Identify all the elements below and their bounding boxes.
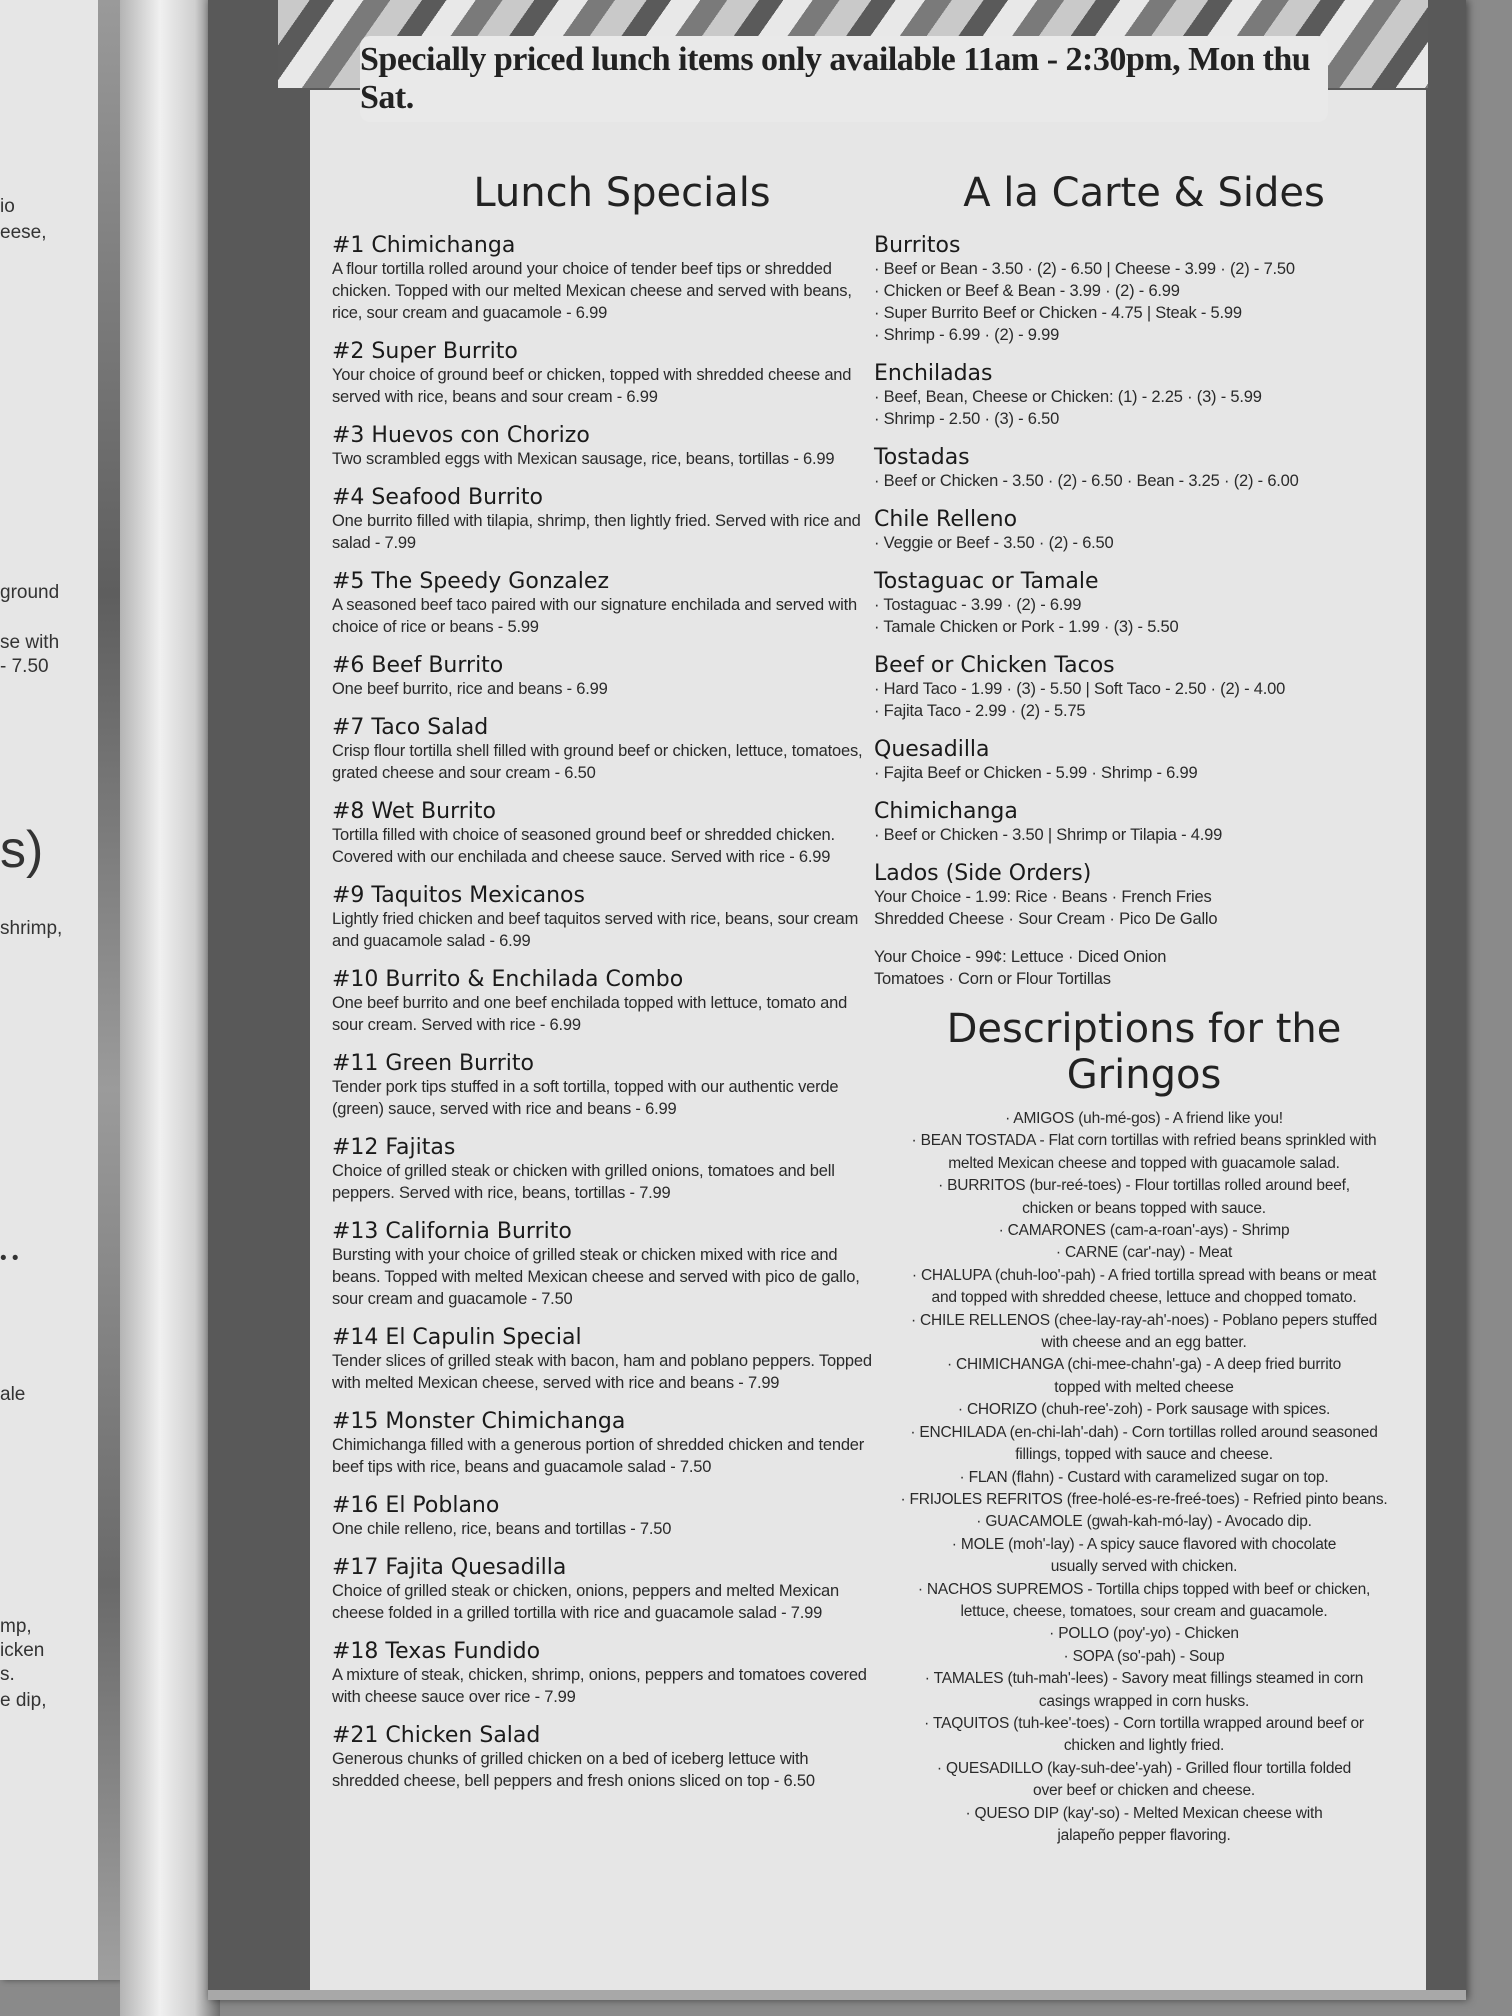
lunch-special-item [332,654,872,700]
previous-page-text-fragment: s. [0,1664,15,1685]
glossary-line: over beef or chicken and cheese. [1033,1782,1255,1800]
lunch-special-name: #14 El Capulin Special [332,1325,582,1350]
glossary-line: · GUACAMOLE (gwah-kah-mó-lay) - Avocado dip. [976,1513,1312,1531]
lunch-special-item [332,570,872,638]
lunch-special-item [332,340,872,408]
previous-page-text-fragment: io [0,196,15,217]
descriptions-heading-line2: Gringos [1066,1052,1222,1098]
lunch-special-description: Lightly fried chicken and beef taquitos served with rice, beans, sour cream and guacamole salad - 6.99 [332,910,859,950]
glossary-line: · MOLE (moh'-lay) - A spicy sauce flavored with chocolate [951,1535,1337,1553]
lunch-special-item [332,1640,872,1708]
glossary-line: casings wrapped in corn husks. [1038,1692,1250,1710]
lunch-special-name: #7 Taco Salad [332,715,489,740]
previous-page-text-fragment: ale [0,1384,26,1405]
a-la-carte-price-line: · Super Burrito Beef or Chicken - 4.75 | Steak - 5.99 [874,304,1242,322]
a-la-carte-price-line: · Tamale Chicken or Pork - 1.99 · (3) - 5.50 [874,618,1179,636]
glossary-line: · POLLO (poy'-yo) - Chicken [1049,1625,1239,1643]
glossary-line: chicken and lightly fried. [1063,1737,1225,1755]
glossary-line: · CHORIZO (chuh-ree'-zoh) - Pork sausage with spices. [957,1401,1331,1419]
glossary-line: · FLAN (flahn) - Custard with caramelized sugar on top. [959,1468,1329,1486]
a-la-carte-price-line: Your Choice - 1.99: Rice · Beans · French Fries [874,888,1212,906]
previous-page-text-fragment: - 7.50 [0,656,49,677]
glossary-line: · CAMARONES (cam-a-roan'-ays) - Shrimp [998,1222,1290,1240]
lunch-special-item [332,486,872,554]
a-la-carte-name: Enchiladas [874,361,993,386]
lunch-special-name: #9 Taquitos Mexicanos [332,883,585,908]
lunch-special-description: A seasoned beef taco paired with our signature enchilada and served with choice of rice or beans - 5.99 [332,596,857,636]
glossary-line: · CHALUPA (chuh-loo'-pah) - A fried tortilla spread with beans or meat [911,1266,1377,1284]
lunch-hours-text: Specially priced lunch items only available 11am - 2:30pm, Mon thu Sat. [360,41,1311,116]
glossary-line: fillings, topped with sauce and cheese. [1015,1446,1273,1464]
descriptions-heading-line1: Descriptions for the [946,1006,1342,1052]
previous-page-text-fragment: eese, [0,222,47,243]
a-la-carte-price-line: · Veggie or Beef - 3.50 · (2) - 6.50 [874,534,1114,552]
descriptions-glossary [874,1108,1414,1847]
a-la-carte-item [874,446,1414,492]
a-la-carte-item [874,508,1414,554]
lunch-special-name: #4 Seafood Burrito [332,485,543,510]
a-la-carte-item [874,738,1414,784]
a-la-carte-column [874,170,1414,1847]
lunch-special-item [332,716,872,784]
previous-page-text-fragment: mp, [0,1616,32,1637]
lunch-special-item [332,424,872,470]
glossary-line: · TAQUITOS (tuh-kee'-toes) - Corn tortilla wrapped around beef or [924,1714,1364,1732]
previous-page-text-fragment: ground [0,582,60,603]
lunch-special-description: Chimichanga filled with a generous portion of shredded chicken and tender beef tips with rice, beans and guacamole salad - 7.50 [332,1436,865,1476]
lunch-special-description: One chile relleno, rice, beans and tortillas - 7.50 [332,1520,672,1538]
a-la-carte-heading: A la Carte & Sides [963,170,1325,216]
lunch-special-name: #5 The Speedy Gonzalez [332,569,609,594]
a-la-carte-price-line: Tomatoes · Corn or Flour Tortillas [874,970,1111,988]
lunch-special-item [332,1326,872,1394]
previous-page-edge [0,0,120,1980]
a-la-carte-price-line: · Fajita Taco - 2.99 · (2) - 5.75 [874,702,1086,720]
glossary-line: · QUESO DIP (kay'-so) - Melted Mexican cheese with [965,1804,1323,1822]
glossary-line: · BEAN TOSTADA - Flat corn tortillas with refried beans sprinkled with [911,1132,1377,1150]
lunch-hours-banner [360,36,1328,122]
a-la-carte-name: Burritos [874,233,961,258]
a-la-carte-name: Tostadas [874,445,970,470]
lunch-special-description: Choice of grilled steak or chicken with grilled onions, tomatoes and bell peppers. Served with rice, beans, tortillas - 7.99 [332,1162,835,1202]
glossary-line: and topped with shredded cheese, lettuce and chopped tomato. [931,1289,1357,1307]
lunch-special-name: #13 California Burrito [332,1219,572,1244]
glossary-line: · CHIMICHANGA (chi-mee-chahn'-ga) - A deep fried burrito [946,1356,1342,1374]
previous-page-text-fragment: shrimp, [0,918,63,939]
previous-page-text-fragment: icken [0,1640,45,1661]
lunch-special-item [332,884,872,952]
lunch-special-name: #1 Chimichanga [332,233,516,258]
menu-page [208,0,1466,2000]
lunch-specials-heading: Lunch Specials [473,170,771,216]
lunch-special-description: One beef burrito and one beef enchilada topped with lettuce, tomato and sour cream. Served with rice - 6.99 [332,994,848,1034]
lunch-specials-column [332,170,872,1808]
lunch-special-description: Crisp flour tortilla shell filled with ground beef or chicken, lettuce, tomatoes, grated cheese and sour cream - 6.50 [332,742,863,782]
lunch-special-item [332,234,872,324]
glossary-line: · TAMALES (tuh-mah'-lees) - Savory meat fillings steamed in corn [924,1670,1364,1688]
a-la-carte-item [874,234,1414,346]
previous-page-text-fragment: s) [0,821,44,879]
lunch-special-item [332,1220,872,1310]
page-bottom-edge [208,1990,1466,2000]
glossary-line: topped with melted cheese [1054,1378,1234,1396]
lunch-special-description: Tender pork tips stuffed in a soft tortilla, topped with our authentic verde (green) sauce, served with rice and beans - 6.99 [332,1078,839,1118]
glossary-line: · NACHOS SUPREMOS - Tortilla chips topped with beef or chicken, [917,1580,1371,1598]
lunch-special-description: Choice of grilled steak or chicken, onions, peppers and melted Mexican cheese folded in a grilled tortilla with rice and guacamole salad - 7.99 [332,1582,839,1622]
a-la-carte-name: Lados (Side Orders) [874,861,1092,886]
lunch-special-name: #12 Fajitas [332,1135,456,1160]
lunch-special-name: #16 El Poblano [332,1493,500,1518]
menu-paper [310,90,1426,1990]
glossary-line: with cheese and an egg batter. [1041,1334,1247,1352]
glossary-line: · SOPA (so'-pah) - Soup [1063,1647,1225,1665]
lunch-special-description: Generous chunks of grilled chicken on a bed of iceberg lettuce with shredded cheese, bell peppers and fresh onions sliced on top - 6.50 [332,1750,815,1790]
a-la-carte-name: Chimichanga [874,799,1018,824]
previous-page-text-fragment: e dip, [0,1690,47,1711]
lunch-special-description: Bursting with your choice of grilled steak or chicken mixed with rice and beans. Topped with melted Mexican cheese and served with pico de gallo, sour cream and guacamole - 7.50 [332,1246,860,1308]
lunch-special-item [332,1052,872,1120]
a-la-carte-price-line: Shredded Cheese · Sour Cream · Pico De Gallo [874,910,1218,928]
lunch-special-name: #18 Texas Fundido [332,1639,541,1664]
a-la-carte-price-line: Your Choice - 99¢: Lettuce · Diced Onion [874,948,1167,966]
descriptions-heading [874,1006,1414,1098]
lunch-special-name: #15 Monster Chimichanga [332,1409,626,1434]
a-la-carte-item [874,654,1414,722]
lunch-special-item [332,800,872,868]
lunch-special-description: A mixture of steak, chicken, shrimp, onions, peppers and tomatoes covered with cheese sauce over rice - 7.99 [332,1666,867,1706]
glossary-line: · FRIJOLES REFRITOS (free-holé-es-re-freé-toes) - Refried pinto beans. [900,1490,1388,1508]
lunch-special-description: One burrito filled with tilapia, shrimp, then lightly fried. Served with rice and salad - 7.99 [332,512,861,552]
lunch-special-name: #2 Super Burrito [332,339,518,364]
lunch-special-description: One beef burrito, rice and beans - 6.99 [332,680,608,698]
a-la-carte-price-line: · Beef or Chicken - 3.50 | Shrimp or Tilapia - 4.99 [874,826,1223,844]
a-la-carte-item [874,362,1414,430]
previous-page-photo-strip [98,0,120,1980]
a-la-carte-price-line: · Beef or Bean - 3.50 · (2) - 6.50 | Cheese - 3.99 · (2) - 7.50 [874,260,1295,278]
glossary-line: · ENCHILADA (en-chi-lah'-dah) - Corn tortillas rolled around seasoned [910,1423,1378,1441]
lunch-special-item [332,968,872,1036]
glossary-line: usually served with chicken. [1050,1558,1238,1576]
glossary-line: lettuce, cheese, tomatoes, sour cream and guacamole. [960,1602,1328,1620]
glossary-line: chicken or beans topped with sauce. [1022,1199,1266,1217]
glossary-line: · BURRITOS (bur-reé-toes) - Flour tortillas rolled around beef, [938,1177,1350,1195]
a-la-carte-name: Tostaguac or Tamale [874,569,1099,594]
lunch-special-name: #21 Chicken Salad [332,1723,541,1748]
a-la-carte-item [874,862,1414,990]
lunch-special-name: #6 Beef Burrito [332,653,504,678]
lunch-special-name: #8 Wet Burrito [332,799,496,824]
a-la-carte-price-line: · Beef or Chicken - 3.50 · (2) - 6.50 · Bean - 3.25 · (2) - 6.00 [874,472,1299,490]
a-la-carte-price-line: · Shrimp - 2.50 · (3) - 6.50 [874,410,1060,428]
glossary-line: · CARNE (car'-nay) - Meat [1055,1244,1233,1262]
lunch-special-description: Your choice of ground beef or chicken, topped with shredded cheese and served with rice, beans and sour cream - 6.99 [332,366,852,406]
lunch-special-name: #10 Burrito & Enchilada Combo [332,967,684,992]
a-la-carte-price-line: · Fajita Beef or Chicken - 5.99 · Shrimp - 6.99 [874,764,1198,782]
binder-spine [120,0,220,2016]
lunch-special-description: Tender slices of grilled steak with bacon, ham and poblano peppers. Topped with melted Mexican cheese, served with rice and beans - 7.99 [332,1352,872,1392]
lunch-special-item [332,1410,872,1478]
glossary-line: · CHILE RELLENOS (chee-lay-ray-ah'-noes) - Poblano pepers stuffed [910,1311,1378,1329]
a-la-carte-item [874,800,1414,846]
a-la-carte-price-line: · Chicken or Beef & Bean - 3.99 · (2) - 6.99 [874,282,1180,300]
a-la-carte-price-line: · Hard Taco - 1.99 · (3) - 5.50 | Soft Taco - 2.50 · (2) - 4.00 [874,680,1286,698]
lunch-special-name: #3 Huevos con Chorizo [332,423,590,448]
lunch-special-description: A flour tortilla rolled around your choice of tender beef tips or shredded chicken. Topped with our melted Mexican cheese and served with beans, rice, sour cream and guacamole - 6.99 [332,260,852,322]
a-la-carte-name: Beef or Chicken Tacos [874,653,1115,678]
glossary-line: melted Mexican cheese and topped with guacamole salad. [948,1154,1340,1172]
glossary-line: jalapeño pepper flavoring. [1057,1827,1231,1844]
a-la-carte-name: Quesadilla [874,737,990,762]
a-la-carte-list [874,234,1414,990]
lunch-specials-list [332,234,872,1792]
lunch-special-description: Two scrambled eggs with Mexican sausage, rice, beans, tortillas - 6.99 [332,450,835,468]
lunch-special-item [332,1136,872,1204]
glossary-line: · QUESADILLO (kay-suh-dee'-yah) - Grilled flour tortilla folded [936,1759,1352,1777]
a-la-carte-price-line: · Beef, Bean, Cheese or Chicken: (1) - 2.25 · (3) - 5.99 [874,388,1262,406]
lunch-special-name: #17 Fajita Quesadilla [332,1555,567,1580]
previous-page-text-fragment: se with [0,632,60,653]
a-la-carte-price-line: · Tostaguac - 3.99 · (2) - 6.99 [874,596,1082,614]
a-la-carte-item [874,570,1414,638]
lunch-special-item [332,1724,872,1792]
previous-page-text-fragment: • • [0,1248,19,1269]
glossary-line: · AMIGOS (uh-mé-gos) - A friend like you! [1005,1110,1283,1127]
a-la-carte-price-line: · Shrimp - 6.99 · (2) - 9.99 [874,326,1060,344]
lunch-special-item [332,1556,872,1624]
lunch-special-description: Tortilla filled with choice of seasoned ground beef or shredded chicken. Covered with our enchilada and cheese sauce. Served with rice - 6.99 [332,826,835,866]
lunch-special-item [332,1494,872,1540]
lunch-special-name: #11 Green Burrito [332,1051,534,1076]
a-la-carte-name: Chile Relleno [874,507,1018,532]
